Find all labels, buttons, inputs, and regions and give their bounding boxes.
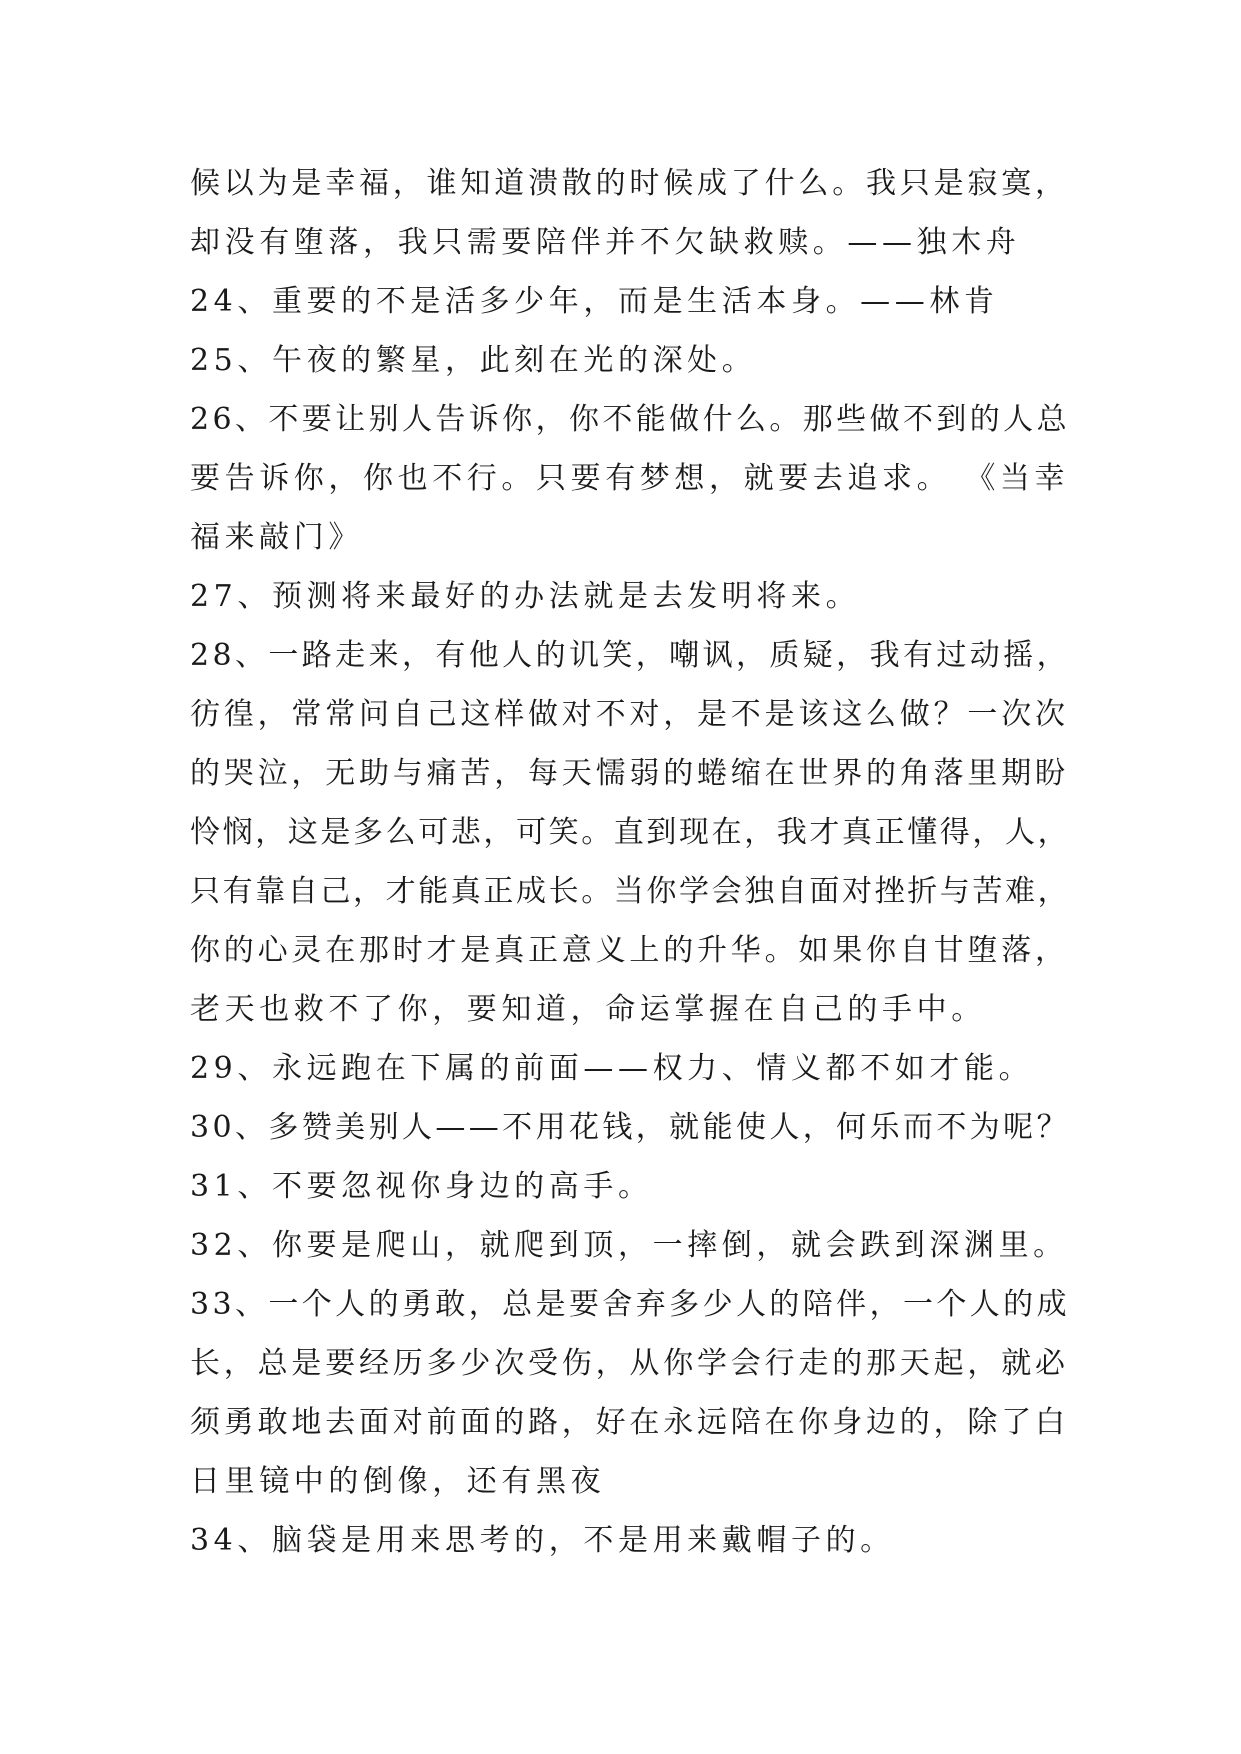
text-line: 须勇敢地去面对前面的路，好在永远陪在你身边的，除了白 [190, 1405, 1069, 1440]
text-line: 福来敲门》 [190, 520, 363, 555]
text-line: 的哭泣，无助与痛苦，每天懦弱的蜷缩在世界的角落里期盼 [190, 756, 1069, 791]
text-line: 候以为是幸福，谁知道溃散的时候成了什么。我只是寂寞， [190, 166, 1069, 201]
text-line: 24、重要的不是活多少年，而是生活本身。——林肯 [190, 284, 999, 319]
text-line: 怜悯，这是多么可悲，可笑。直到现在，我才真正懂得，人， [190, 815, 1071, 850]
text-line: 你的心灵在那时才是真正意义上的升华。如果你自甘堕落， [190, 933, 1069, 968]
text-line: 32、你要是爬山，就爬到顶，一摔倒，就会跌到深渊里。 [190, 1228, 1068, 1263]
text-line: 长，总是要经历多少次受伤，从你学会行走的那天起，就必 [190, 1346, 1069, 1381]
text-line: 却没有堕落，我只需要陪伴并不欠缺救赎。——独木舟 [190, 225, 1021, 260]
text-line: 27、预测将来最好的办法就是去发明将来。 [190, 579, 861, 614]
text-line: 彷徨，常常问自己这样做对不对，是不是该这么做？一次次 [190, 697, 1069, 732]
text-line: 只有靠自己，才能真正成长。当你学会独自面对挫折与苦难， [190, 874, 1071, 909]
text-line: 要告诉你，你也不行。只要有梦想，就要去追求。 《当幸 [190, 461, 1070, 496]
text-line: 29、永远跑在下属的前面——权力、情义都不如才能。 [190, 1051, 1034, 1086]
text-line: 31、不要忽视你身边的高手。 [190, 1169, 653, 1204]
text-line: 28、一路走来，有他人的讥笑，嘲讽，质疑，我有过动摇， [190, 638, 1070, 673]
text-line: 日里镜中的倒像，还有黑夜 [190, 1464, 606, 1499]
text-line: 26、不要让别人告诉你，你不能做什么。那些做不到的人总 [190, 402, 1070, 437]
text-line: 30、多赞美别人——不用花钱，就能使人，何乐而不为呢？ [190, 1110, 1070, 1145]
text-line: 34、脑袋是用来思考的，不是用来戴帽子的。 [190, 1523, 895, 1558]
text-line: 33、一个人的勇敢，总是要舍弃多少人的陪伴，一个人的成 [190, 1287, 1070, 1322]
text-line: 25、午夜的繁星，此刻在光的深处。 [190, 343, 757, 378]
document-body [190, 154, 1070, 1570]
text-line: 老天也救不了你，要知道，命运掌握在自己的手中。 [190, 992, 986, 1027]
